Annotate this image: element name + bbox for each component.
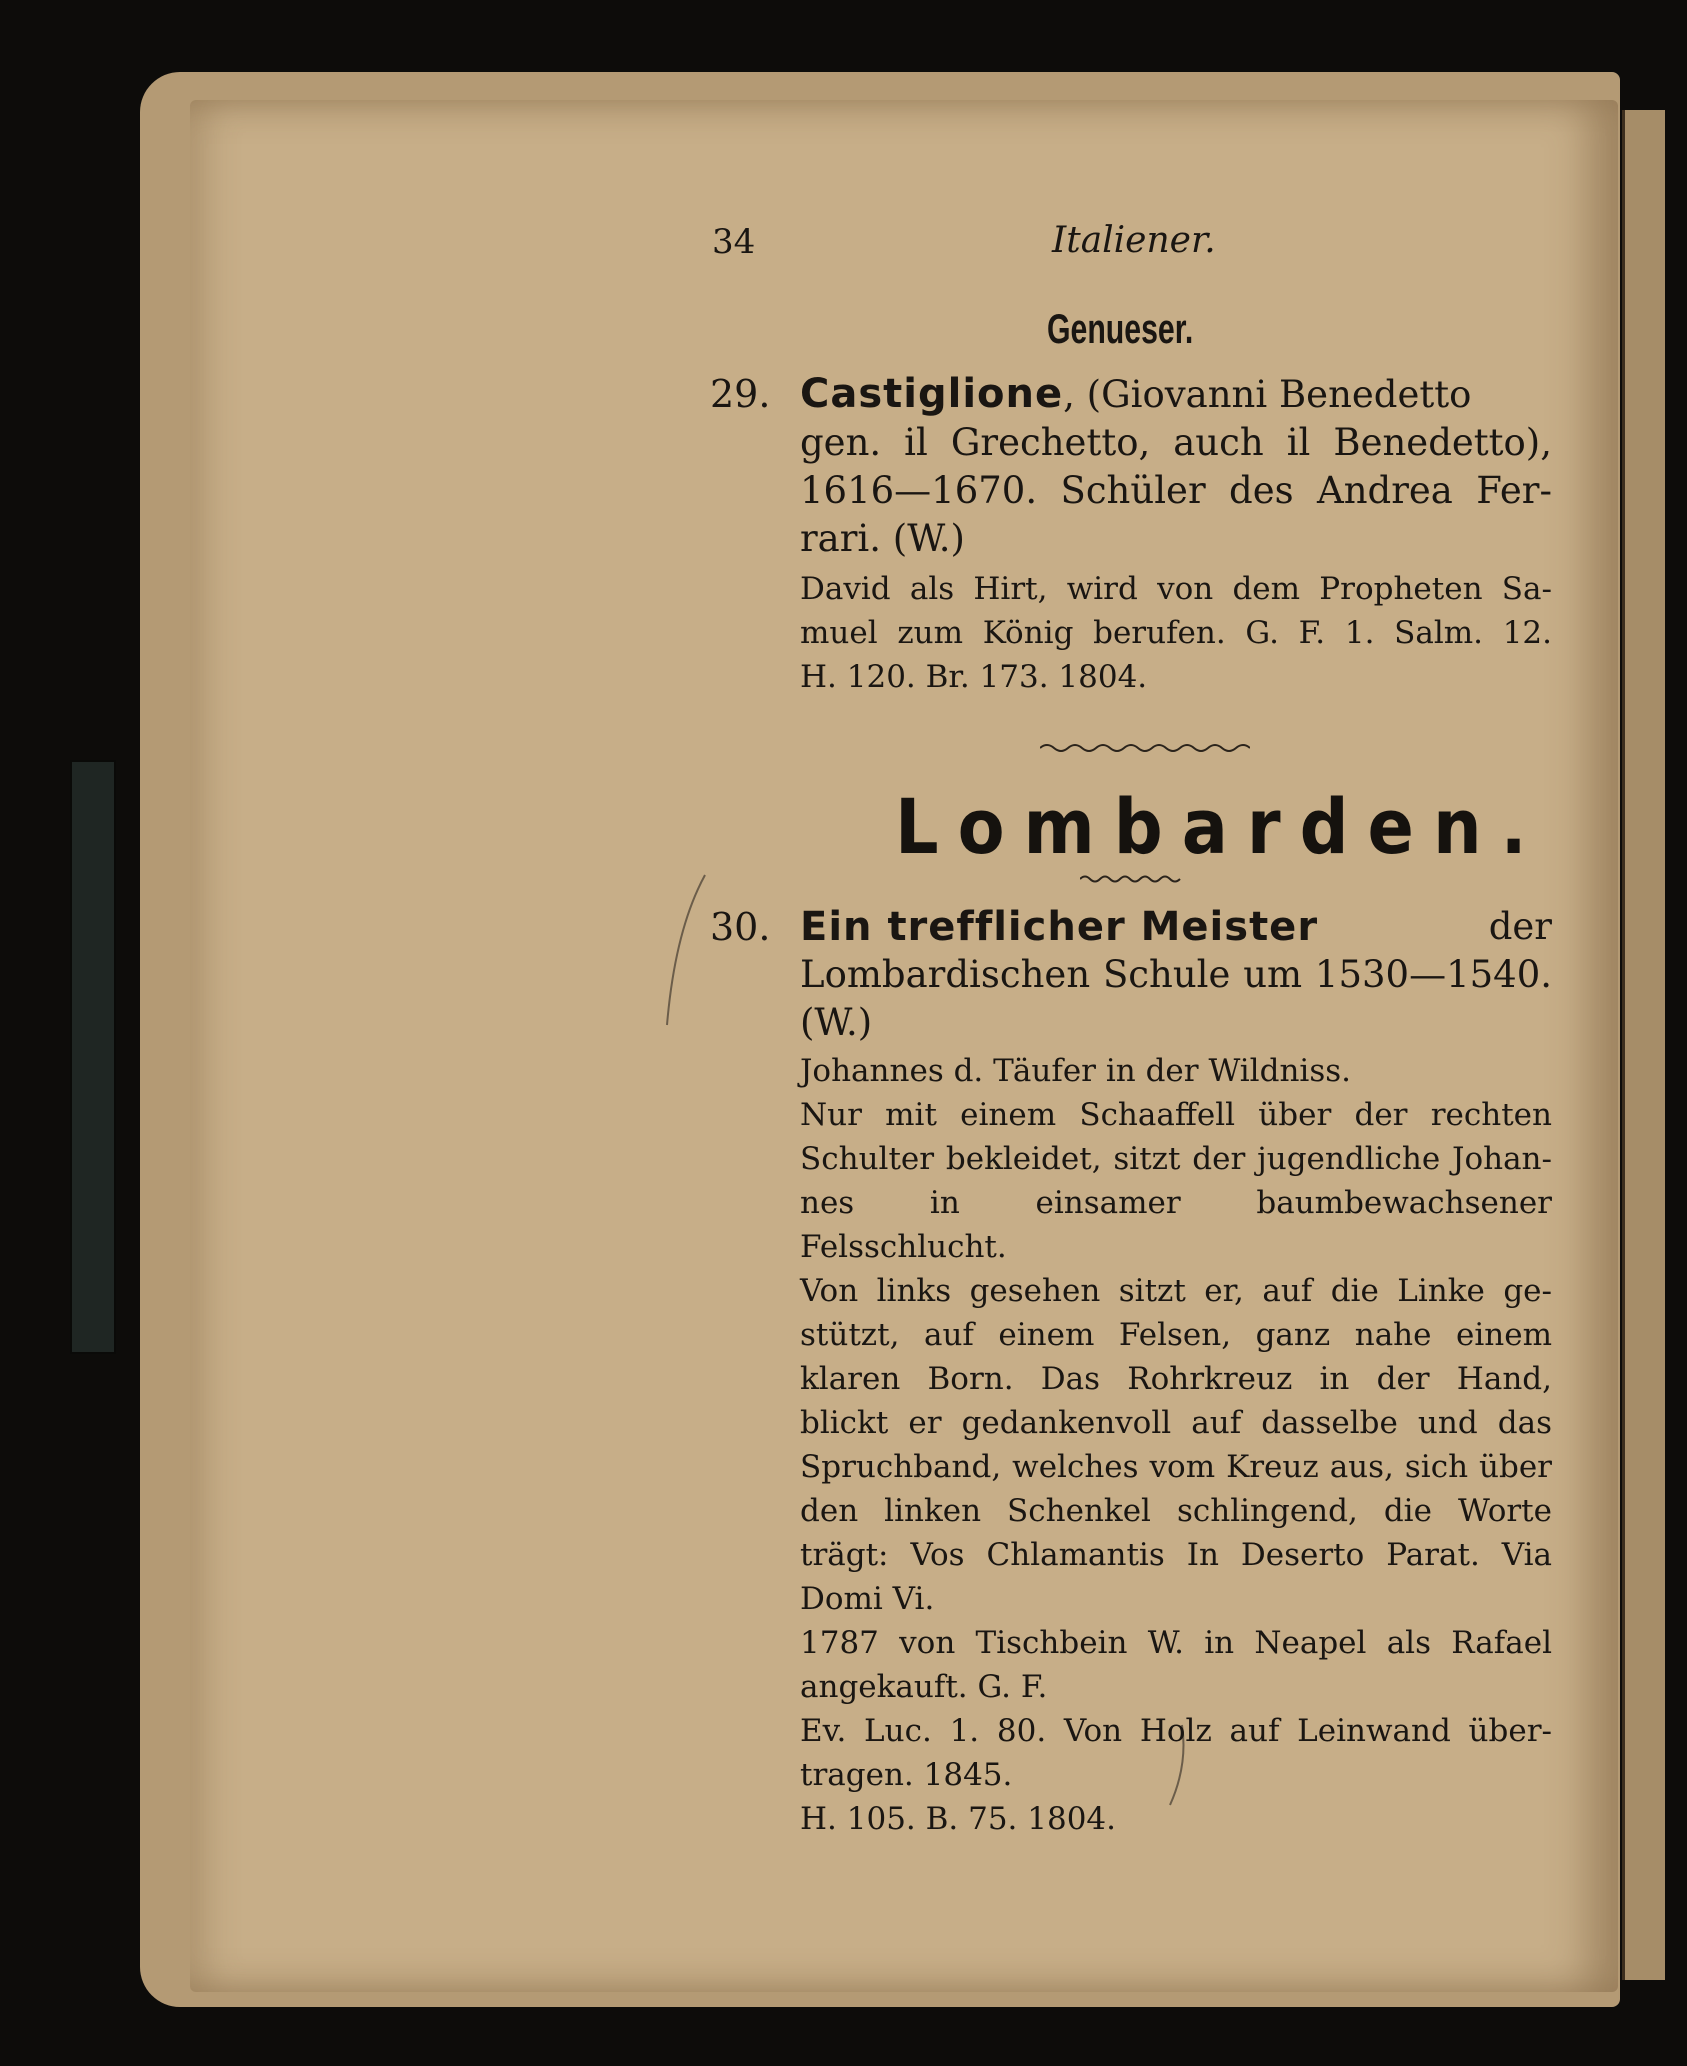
entry-detail: Spruchband, welches vom Kreuz aus, sich über [800,1449,1552,1485]
entry-text: Lombardischen Schule um 1530—1540. [800,953,1552,996]
entry-29-line-1 [800,370,1552,419]
book-spine [70,760,116,1354]
entry-detail: 1787 von Tischbein W. in Neapel als Rafael [800,1625,1552,1661]
entry-detail: H. 105. B. 75. 1804. [800,1801,1117,1837]
entry-detail: den linken Schenkel schlingend, die Worte [800,1493,1552,1529]
entry-detail: Von links gesehen sitzt er, auf die Linke ge- [800,1273,1552,1309]
facing-page-edge [1622,110,1665,1980]
artist-name: Castiglione [800,371,1064,417]
entry-detail: David als Hirt, wird von dem Propheten Sa- [800,571,1552,607]
entry-detail: Ev. Luc. 1. 80. Von Holz auf Leinwand über- [800,1713,1552,1749]
entry-detail: stützt, auf einem Felsen, ganz nahe einem [800,1317,1552,1353]
entry-detail: Schulter bekleidet, sitzt der jugendliche Johan- [800,1141,1552,1177]
section-heading-genueser: Genueser. [1047,305,1194,352]
entry-detail: angekauft. G. F. [800,1669,1048,1705]
running-head: Italiener. [1052,220,1216,261]
entry-detail: H. 120. Br. 173. 1804. [800,659,1148,695]
entry-text: 1616—1670. Schüler des Andrea Fer- [800,469,1552,512]
entry-text: , (Giovanni Benedetto [1063,373,1472,416]
ornamental-rule [1040,740,1250,756]
entry-detail: tragen. 1845. [800,1757,1013,1793]
section-heading-lombarden: Lombarden. [895,782,1546,871]
entry-detail: Nur mit einem Schaaffell über der rechten [800,1097,1552,1133]
entry-30-line-1 [800,903,1552,951]
pencil-mark [655,870,715,1030]
page-number: 34 [712,222,756,262]
entry-text: rari. (W.) [800,517,965,560]
ornamental-rule [1080,873,1184,885]
entry-number: 30. [710,905,771,949]
entry-detail: blickt er gedankenvoll auf dasselbe und das [800,1405,1552,1441]
artist-name: Ein trefflicher Meister [800,904,1319,950]
entry-text: (W.) [800,1001,873,1044]
entry-detail: Johannes d. Täufer in der Wildniss. [800,1053,1351,1089]
entry-text: der [1488,905,1552,948]
entry-text: gen. il Grechetto, auch il Benedetto), [800,421,1552,464]
entry-detail: klaren Born. Das Rohrkreuz in der Hand, [800,1361,1552,1397]
entry-detail: Domi Vi. [800,1581,935,1617]
entry-30 [800,903,1552,1841]
entry-detail: trägt: Vos Chlamantis In Deserto Parat. Via [800,1537,1552,1573]
entry-number: 29. [710,372,771,416]
entry-detail: nes in einsamer baumbewachsener Felsschlucht. [800,1185,1552,1265]
entry-29 [800,370,1552,699]
entry-detail: muel zum König berufen. G. F. 1. Salm. 12. [800,615,1552,651]
